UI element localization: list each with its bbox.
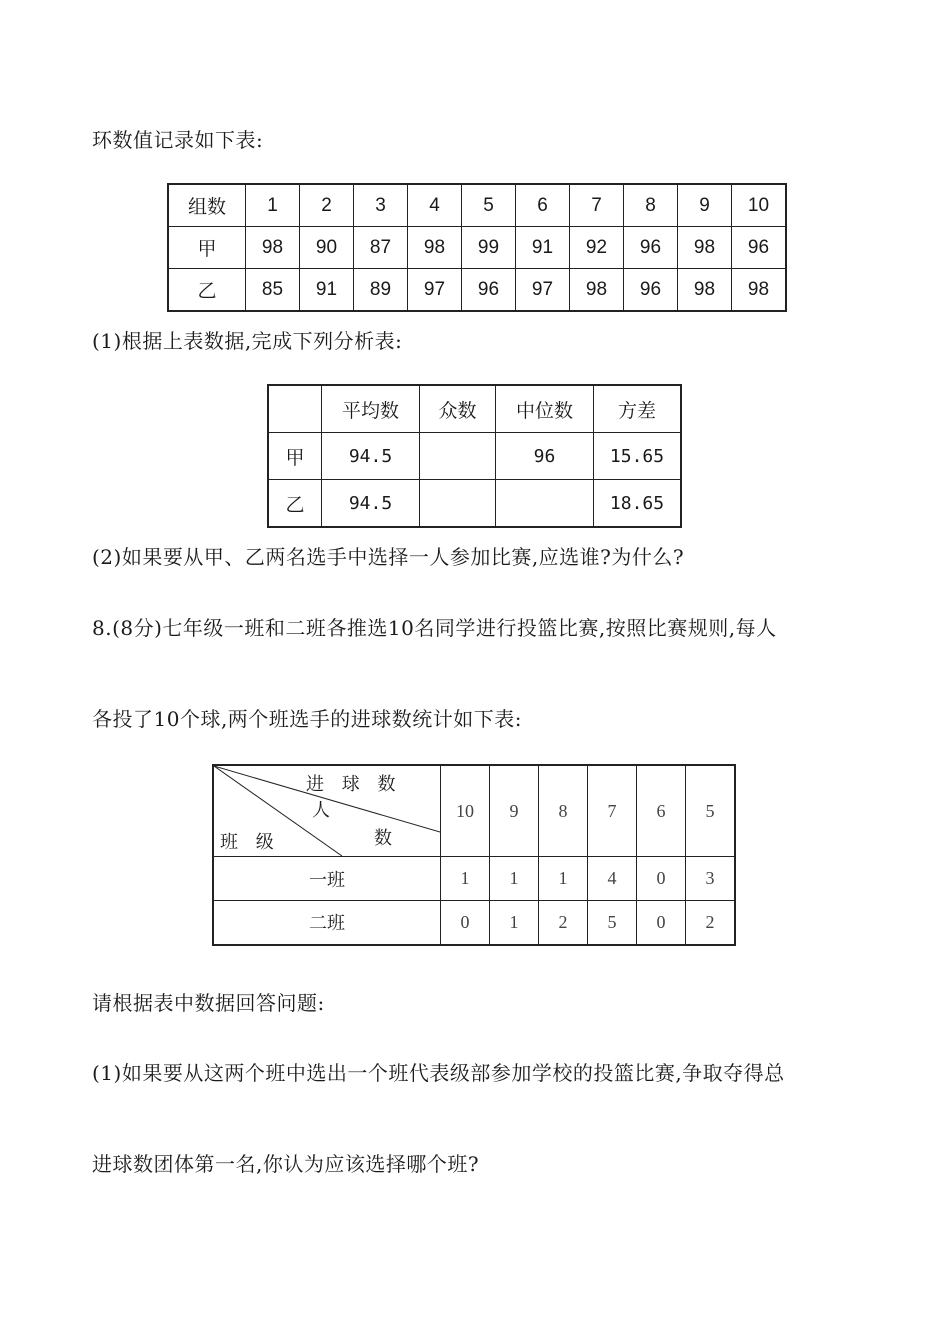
table-header-cell: 5 xyxy=(462,184,516,227)
table-cell: 3 xyxy=(686,857,736,901)
table-header-cell: 7 xyxy=(570,184,624,227)
table-row xyxy=(168,269,786,312)
text-line-1: 环数值记录如下表: xyxy=(92,128,264,152)
diag-mid-label: 人 xyxy=(312,800,330,821)
text-line-7: (1)如果要从这两个班中选出一个班代表级部参加学校的投篮比赛,争取夺得总 xyxy=(92,1061,785,1085)
diag-top-label: 进 球 数 xyxy=(306,774,402,795)
text-line-8: 进球数团体第一名,你认为应该选择哪个班? xyxy=(92,1152,480,1176)
text-line-5: 各投了10个球,两个班选手的进球数统计如下表: xyxy=(92,707,523,731)
text-line-3: (2)如果要从甲、乙两名选手中选择一人参加比赛,应选谁?为什么? xyxy=(92,545,685,569)
goals-table xyxy=(212,764,736,946)
table-header-cell: 10 xyxy=(732,184,787,227)
table-header-cell: 1 xyxy=(246,184,300,227)
text-line-2: (1)根据上表数据,完成下列分析表: xyxy=(92,329,403,353)
table-cell: 91 xyxy=(516,227,570,269)
table-cell: 98 xyxy=(732,269,787,312)
table-cell: 0 xyxy=(637,901,686,945)
table-cell: 甲 xyxy=(168,227,246,269)
analysis-table xyxy=(267,384,682,528)
table-cell xyxy=(420,433,496,480)
table-cell: 90 xyxy=(300,227,354,269)
table-cell: 15.65 xyxy=(594,433,682,480)
table-cell: 89 xyxy=(354,269,408,312)
table-cell: 96 xyxy=(496,433,594,480)
table-header-cell: 6 xyxy=(516,184,570,227)
table-cell: 97 xyxy=(516,269,570,312)
table-cell: 98 xyxy=(246,227,300,269)
table-header-cell xyxy=(268,385,322,433)
table-cell: 1 xyxy=(441,857,490,901)
table-cell: 96 xyxy=(624,269,678,312)
table-cell: 乙 xyxy=(268,480,322,528)
table-header-cell: 中位数 xyxy=(496,385,594,433)
table-cell: 96 xyxy=(624,227,678,269)
table-header-cell: 5 xyxy=(686,765,736,857)
table-cell: 97 xyxy=(408,269,462,312)
table-cell: 87 xyxy=(354,227,408,269)
table-cell: 96 xyxy=(732,227,787,269)
table-cell: 0 xyxy=(441,901,490,945)
table-cell: 18.65 xyxy=(594,480,682,528)
table-cell: 乙 xyxy=(168,269,246,312)
table-header-cell: 3 xyxy=(354,184,408,227)
diag-num-label: 数 xyxy=(374,828,392,849)
class-label: 一班 xyxy=(213,857,441,901)
table-header-cell: 4 xyxy=(408,184,462,227)
table-cell: 1 xyxy=(490,857,539,901)
table-header-cell: 9 xyxy=(490,765,539,857)
table-cell xyxy=(496,480,594,528)
table-cell: 94.5 xyxy=(322,433,420,480)
table-cell: 85 xyxy=(246,269,300,312)
table-row xyxy=(268,385,681,433)
table-cell: 98 xyxy=(408,227,462,269)
table-header-cell: 9 xyxy=(678,184,732,227)
diagonal-header-cell xyxy=(213,765,441,857)
table-row xyxy=(168,227,786,269)
table-row xyxy=(168,184,786,227)
table-header-cell: 10 xyxy=(441,765,490,857)
table-cell: 1 xyxy=(539,857,588,901)
table-header-cell: 7 xyxy=(588,765,637,857)
table-cell: 98 xyxy=(678,227,732,269)
table-header-cell: 8 xyxy=(539,765,588,857)
table-cell: 92 xyxy=(570,227,624,269)
table-cell: 0 xyxy=(637,857,686,901)
table-cell: 1 xyxy=(490,901,539,945)
table-header-cell: 平均数 xyxy=(322,385,420,433)
table-row xyxy=(268,480,681,528)
table-cell: 4 xyxy=(588,857,637,901)
table-cell: 2 xyxy=(539,901,588,945)
table-header-cell: 方差 xyxy=(594,385,682,433)
table-cell: 91 xyxy=(300,269,354,312)
table-header-cell: 众数 xyxy=(420,385,496,433)
table-cell: 99 xyxy=(462,227,516,269)
table-cell: 94.5 xyxy=(322,480,420,528)
table-header-cell: 2 xyxy=(300,184,354,227)
table-cell xyxy=(420,480,496,528)
table-cell: 5 xyxy=(588,901,637,945)
table-cell: 2 xyxy=(686,901,736,945)
text-line-6: 请根据表中数据回答问题: xyxy=(92,991,325,1015)
table-cell: 98 xyxy=(570,269,624,312)
table-header-cell: 组数 xyxy=(168,184,246,227)
score-record-table xyxy=(167,183,787,312)
table-row xyxy=(213,857,735,901)
table-cell: 98 xyxy=(678,269,732,312)
table-cell: 96 xyxy=(462,269,516,312)
diag-bottom-label: 班 级 xyxy=(220,832,280,853)
table-cell: 甲 xyxy=(268,433,322,480)
text-line-4: 8.(8分)七年级一班和二班各推选10名同学进行投篮比赛,按照比赛规则,每人 xyxy=(92,616,777,640)
table-header-cell: 8 xyxy=(624,184,678,227)
class-label: 二班 xyxy=(213,901,441,945)
table-row xyxy=(213,901,735,945)
table-header-cell: 6 xyxy=(637,765,686,857)
table-row xyxy=(213,765,735,857)
table-row xyxy=(268,433,681,480)
